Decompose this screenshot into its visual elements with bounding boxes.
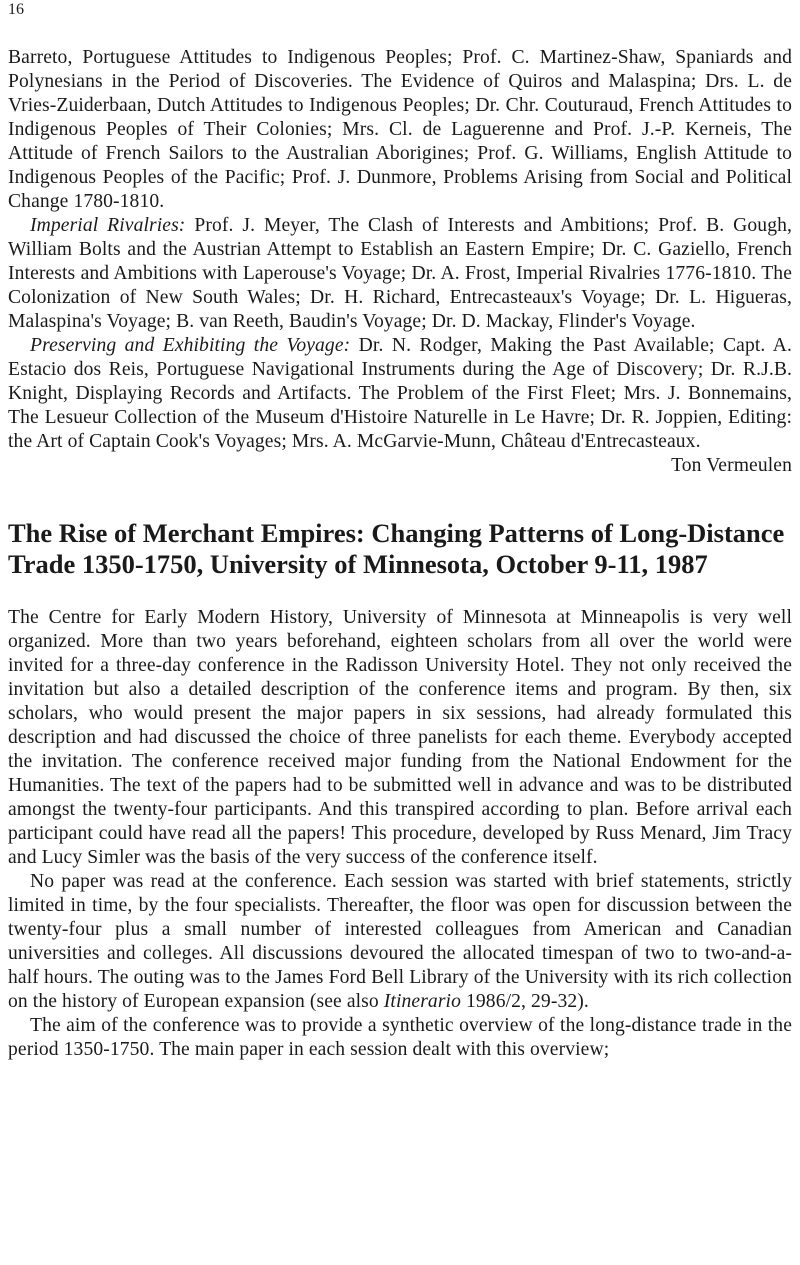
article-paragraph-2-text: No paper was read at the conference. Each session was started with brief statements, strictly limited in time, by the four specialists. Thereafter, the floor was open for discussion between the twenty-four plus a small number of interested colleagues from American and Canadian universities and colleges. All discussions devoured the allocated timespan of two to two-and-a-half hours. The outing was to the James Ford Bell Library of the University with its rich collection on the history of European expansion (see also: [8, 871, 792, 1012]
article-paragraph-2: [8, 870, 792, 1014]
section-label-imperial-rivalries: Imperial Rivalries:: [30, 215, 186, 236]
page-content: [8, 46, 792, 1062]
preserving-text: Dr. N. Rodger, Making the Past Available; Capt. A. Estacio dos Reis, Portuguese Navigational Instruments during the Age of Discovery; Dr. R.J.B. Knight, Displaying Records and Artifacts. The Problem of the First Fleet; Mrs. J. Bonnemains, The Lesueur Collection of the Museum d'Histoire Naturelle in Le Havre; Dr. R. Joppien, Editing: the Art of Captain Cook's Voyages; Mrs. A. McGarvie-Munn, Château d'Entrecasteaux.: [8, 335, 792, 452]
article-paragraph-3: The aim of the conference was to provide a synthetic overview of the long-distance trade in the period 1350-1750. The main paper in each session dealt with this overview;: [8, 1015, 792, 1060]
paragraph-preserving: [8, 334, 792, 454]
journal-reference: 1986/2, 29-32).: [461, 991, 589, 1012]
paragraph-attitudes: Barreto, Portuguese Attitudes to Indigenous Peoples; Prof. C. Martinez-Shaw, Spaniards and Polynesians in the Period of Discoveries. The Evidence of Quiros and Malaspina; Drs. L. de Vries-Zuiderbaan, Dutch Attitudes to Indigenous Peoples; Dr. Chr. Couturaud, French Attitudes to Indigenous Peoples of Their Colonies; Mrs. Cl. de Laguerenne and Prof. J.-P. Kerneis, The Attitude of French Sailors to the Australian Aborigines; Prof. G. Williams, English Attitude to Indigenous Peoples of the Pacific; Prof. J. Dunmore, Problems Arising from Social and Political Change 1780-1810.: [8, 47, 792, 212]
section-label-preserving: Preserving and Exhibiting the Voyage:: [30, 335, 351, 356]
journal-name: Itinerario: [383, 991, 461, 1012]
article-paragraph-1: The Centre for Early Modern History, University of Minnesota at Minneapolis is very well organized. More than two years beforehand, eighteen scholars from all over the world were invited for a three-day conference in the Radisson University Hotel. They not only received the invitation but also a detailed description of the conference items and program. By then, six scholars, who would present the major papers in six sessions, had already formulated this description and had discussed the choice of three panelists for each theme. Everybody accepted the invitation. The conference received major funding from the National Endowment for the Humanities. The text of the papers had to be submitted well in advance and was to be distributed amongst the twenty-four participants. And this transpired according to plan. Before arrival each participant could have read all the papers! This procedure, developed by Russ Menard, Jim Tracy and Lucy Simler was the basis of the very success of the conference itself.: [8, 607, 792, 868]
paragraph-imperial-rivalries: [8, 214, 792, 334]
page-number: 16: [8, 1, 24, 18]
article-body: [8, 606, 792, 1062]
author-signature: Ton Vermeulen: [671, 455, 792, 476]
imperial-rivalries-text: Prof. J. Meyer, The Clash of Interests and Ambitions; Prof. B. Gough, William Bolts and the Austrian Attempt to Establish an Eastern Empire; Dr. C. Gaziello, French Interests and Ambitions with Laperouse's Voyage; Dr. A. Frost, Imperial Rivalries 1776-1810. The Colonization of New South Wales; Dr. H. Richard, Entrecasteaux's Voyage; Dr. L. Higueras, Malaspina's Voyage; B. van Reeth, Baudin's Voyage; Dr. D. Mackay, Flinder's Voyage.: [8, 215, 792, 332]
article-title: The Rise of Merchant Empires: Changing Patterns of Long-Distance Trade 1350-1750, University of Minnesota, October 9-11, 1987: [8, 518, 785, 579]
